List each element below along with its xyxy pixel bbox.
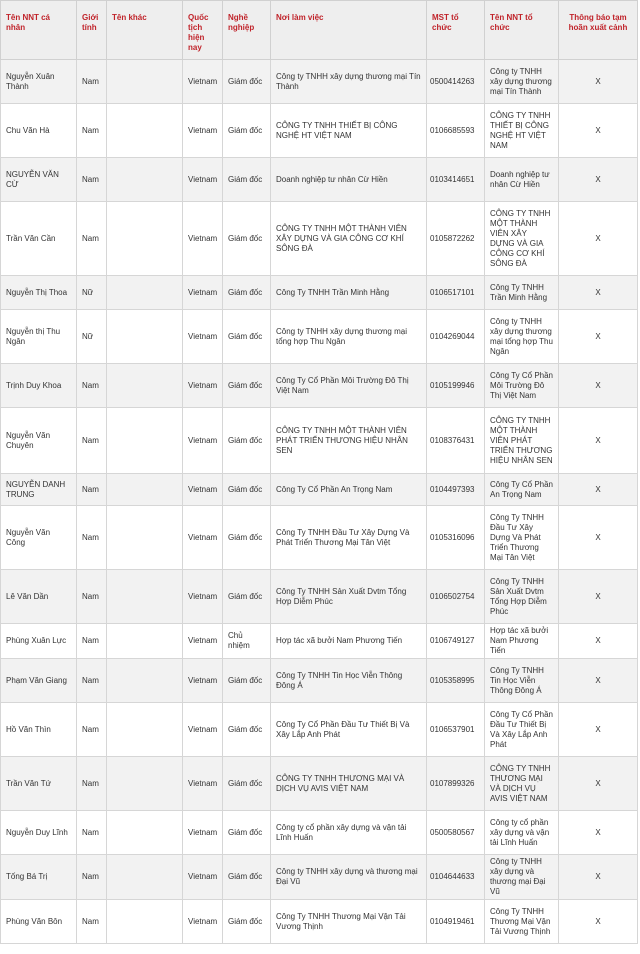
- cell-workplace: Công Ty Cổ Phần An Trọng Nam: [271, 474, 427, 506]
- cell-gender: Nữ: [77, 276, 107, 310]
- cell-exit-suspension-notice: X: [559, 900, 638, 944]
- cell-exit-suspension-notice: X: [559, 570, 638, 624]
- table-row: [1, 900, 638, 944]
- cell-org-tax-code: 0104919461: [427, 900, 485, 944]
- cell-org-tax-code: 0103414651: [427, 158, 485, 202]
- cell-occupation: Giám đốc: [223, 202, 271, 276]
- cell-occupation: Giám đốc: [223, 104, 271, 158]
- cell-org-tax-code: 0500580567: [427, 811, 485, 855]
- cell-other-name: [107, 506, 183, 570]
- cell-gender: Nam: [77, 811, 107, 855]
- cell-nationality: Vietnam: [183, 659, 223, 703]
- header-occupation: Nghề nghiệp: [223, 1, 271, 60]
- table-row: [1, 202, 638, 276]
- cell-org-name: Công ty TNHH xây dựng thương mại tổng hợp Thu Ngân: [485, 310, 559, 364]
- cell-nationality: Vietnam: [183, 60, 223, 104]
- cell-nationality: Vietnam: [183, 624, 223, 659]
- cell-personal-name: Trần Văn Tứ: [1, 757, 77, 811]
- cell-workplace: Công Ty TNHH Sản Xuất Dvtm Tổng Hợp Diễm Phúc: [271, 570, 427, 624]
- cell-workplace: Hợp tác xã bưởi Nam Phương Tiến: [271, 624, 427, 659]
- header-org-name: Tên NNT tổ chức: [485, 1, 559, 60]
- table-row: [1, 474, 638, 506]
- cell-workplace: Công ty TNHH xây dựng thương mại Tín Thành: [271, 60, 427, 104]
- table-row: [1, 60, 638, 104]
- cell-exit-suspension-notice: X: [559, 659, 638, 703]
- cell-nationality: Vietnam: [183, 158, 223, 202]
- cell-org-name: Công Ty TNHH Đầu Tư Xây Dựng Và Phát Triển Thương Mại Tân Việt: [485, 506, 559, 570]
- cell-other-name: [107, 659, 183, 703]
- cell-org-tax-code: 0106517101: [427, 276, 485, 310]
- cell-personal-name: Nguyễn thị Thu Ngân: [1, 310, 77, 364]
- cell-exit-suspension-notice: X: [559, 811, 638, 855]
- cell-personal-name: Trần Văn Cần: [1, 202, 77, 276]
- cell-other-name: [107, 811, 183, 855]
- cell-org-name: Công Ty TNHH Thương Mại Vận Tải Vương Thịnh: [485, 900, 559, 944]
- cell-workplace: CÔNG TY TNHH MỘT THÀNH VIÊN PHÁT TRIỂN THƯƠNG HIỆU NHÂN SEN: [271, 408, 427, 474]
- cell-other-name: [107, 900, 183, 944]
- table-row: [1, 624, 638, 659]
- cell-org-tax-code: 0106502754: [427, 570, 485, 624]
- cell-occupation: Giám đốc: [223, 474, 271, 506]
- cell-org-tax-code: 0105316096: [427, 506, 485, 570]
- table-row: [1, 276, 638, 310]
- cell-occupation: Giám đốc: [223, 506, 271, 570]
- cell-personal-name: Nguyễn Duy Lĩnh: [1, 811, 77, 855]
- cell-personal-name: NGUYỄN VĂN CỪ: [1, 158, 77, 202]
- cell-workplace: Công Ty TNHH Tin Học Viễn Thông Đông Á: [271, 659, 427, 703]
- cell-org-name: Công ty TNHH xây dựng thương mại Tín Thành: [485, 60, 559, 104]
- cell-personal-name: Nguyễn Văn Công: [1, 506, 77, 570]
- cell-workplace: Công Ty TNHH Đầu Tư Xây Dựng Và Phát Triển Thương Mại Tân Việt: [271, 506, 427, 570]
- cell-workplace: Công ty TNHH xây dựng thương mại tổng hợp Thu Ngân: [271, 310, 427, 364]
- cell-gender: Nam: [77, 474, 107, 506]
- cell-nationality: Vietnam: [183, 811, 223, 855]
- cell-nationality: Vietnam: [183, 310, 223, 364]
- cell-exit-suspension-notice: X: [559, 364, 638, 408]
- cell-exit-suspension-notice: X: [559, 474, 638, 506]
- cell-other-name: [107, 310, 183, 364]
- cell-exit-suspension-notice: X: [559, 408, 638, 474]
- cell-occupation: Giám đốc: [223, 364, 271, 408]
- cell-workplace: Doanh nghiệp tư nhân Cừ Hiền: [271, 158, 427, 202]
- cell-gender: Nam: [77, 60, 107, 104]
- cell-nationality: Vietnam: [183, 757, 223, 811]
- cell-exit-suspension-notice: X: [559, 703, 638, 757]
- cell-occupation: Giám đốc: [223, 60, 271, 104]
- cell-workplace: CÔNG TY TNHH MỘT THÀNH VIÊN XÂY DỰNG VÀ GIA CÔNG CƠ KHÍ SÔNG ĐÀ: [271, 202, 427, 276]
- cell-other-name: [107, 855, 183, 900]
- cell-personal-name: Trịnh Duy Khoa: [1, 364, 77, 408]
- cell-gender: Nam: [77, 408, 107, 474]
- cell-exit-suspension-notice: X: [559, 202, 638, 276]
- cell-other-name: [107, 408, 183, 474]
- cell-org-name: CÔNG TY TNHH THƯƠNG MẠI VÀ DỊCH VỤ AVIS VIỆT NAM: [485, 757, 559, 811]
- cell-org-name: Hợp tác xã bưởi Nam Phương Tiến: [485, 624, 559, 659]
- cell-org-tax-code: 0105358995: [427, 659, 485, 703]
- cell-org-name: CÔNG TY TNHH MỘT THÀNH VIÊN PHÁT TRIỂN THƯƠNG HIỆU NHÂN SEN: [485, 408, 559, 474]
- header-personal-name: Tên NNT cá nhân: [1, 1, 77, 60]
- cell-occupation: Giám đốc: [223, 158, 271, 202]
- table-row: [1, 570, 638, 624]
- cell-gender: Nam: [77, 624, 107, 659]
- cell-occupation: Giám đốc: [223, 703, 271, 757]
- cell-org-name: Công Ty Cổ Phần Môi Trường Đô Thị Việt Nam: [485, 364, 559, 408]
- cell-occupation: Giám đốc: [223, 570, 271, 624]
- cell-gender: Nam: [77, 104, 107, 158]
- cell-org-name: CÔNG TY TNHH THIẾT BỊ CÔNG NGHỆ HT VIỆT NAM: [485, 104, 559, 158]
- cell-nationality: Vietnam: [183, 474, 223, 506]
- cell-gender: Nữ: [77, 310, 107, 364]
- table-row: [1, 757, 638, 811]
- cell-workplace: CÔNG TY TNHH THIẾT BỊ CÔNG NGHỆ HT VIỆT NAM: [271, 104, 427, 158]
- cell-nationality: Vietnam: [183, 104, 223, 158]
- cell-occupation: Giám đốc: [223, 900, 271, 944]
- cell-personal-name: Nguyễn Văn Chuyên: [1, 408, 77, 474]
- cell-org-tax-code: 0104269044: [427, 310, 485, 364]
- header-workplace: Nơi làm việc: [271, 1, 427, 60]
- cell-workplace: CÔNG TY TNHH THƯƠNG MẠI VÀ DỊCH VỤ AVIS VIỆT NAM: [271, 757, 427, 811]
- cell-occupation: Giám đốc: [223, 276, 271, 310]
- table-header-row: [1, 1, 638, 60]
- table-row: [1, 506, 638, 570]
- cell-org-name: CÔNG TY TNHH MỘT THÀNH VIÊN XÂY DỰNG VÀ GIA CÔNG CƠ KHÍ SÔNG ĐÀ: [485, 202, 559, 276]
- cell-gender: Nam: [77, 570, 107, 624]
- cell-gender: Nam: [77, 703, 107, 757]
- cell-workplace: Công Ty Cổ Phần Đầu Tư Thiết Bị Và Xây Lắp Anh Phát: [271, 703, 427, 757]
- cell-gender: Nam: [77, 506, 107, 570]
- cell-other-name: [107, 158, 183, 202]
- cell-exit-suspension-notice: X: [559, 158, 638, 202]
- cell-exit-suspension-notice: X: [559, 624, 638, 659]
- cell-nationality: Vietnam: [183, 855, 223, 900]
- cell-workplace: Công Ty TNHH Thương Mại Vận Tải Vương Thịnh: [271, 900, 427, 944]
- cell-other-name: [107, 60, 183, 104]
- table-row: [1, 104, 638, 158]
- cell-other-name: [107, 202, 183, 276]
- cell-nationality: Vietnam: [183, 900, 223, 944]
- cell-exit-suspension-notice: X: [559, 310, 638, 364]
- cell-occupation: Giám đốc: [223, 659, 271, 703]
- cell-personal-name: Chu Văn Hà: [1, 104, 77, 158]
- header-other-name: Tên khác: [107, 1, 183, 60]
- cell-org-name: Công Ty Cổ Phần Đầu Tư Thiết Bị Và Xây Lắp Anh Phát: [485, 703, 559, 757]
- cell-org-tax-code: 0108376431: [427, 408, 485, 474]
- cell-exit-suspension-notice: X: [559, 60, 638, 104]
- cell-gender: Nam: [77, 364, 107, 408]
- cell-org-tax-code: 0105199946: [427, 364, 485, 408]
- table-row: [1, 703, 638, 757]
- cell-gender: Nam: [77, 659, 107, 703]
- cell-exit-suspension-notice: X: [559, 855, 638, 900]
- cell-nationality: Vietnam: [183, 202, 223, 276]
- cell-other-name: [107, 570, 183, 624]
- table-row: [1, 811, 638, 855]
- cell-exit-suspension-notice: X: [559, 276, 638, 310]
- cell-org-tax-code: 0104497393: [427, 474, 485, 506]
- cell-gender: Nam: [77, 855, 107, 900]
- cell-personal-name: Hồ Văn Thìn: [1, 703, 77, 757]
- cell-nationality: Vietnam: [183, 703, 223, 757]
- cell-org-tax-code: 0105872262: [427, 202, 485, 276]
- table-row: [1, 310, 638, 364]
- cell-other-name: [107, 703, 183, 757]
- cell-org-name: Công Ty Cổ Phần An Trọng Nam: [485, 474, 559, 506]
- cell-personal-name: Phùng Văn Bôn: [1, 900, 77, 944]
- cell-other-name: [107, 624, 183, 659]
- cell-org-tax-code: 0500414263: [427, 60, 485, 104]
- cell-org-tax-code: 0107899326: [427, 757, 485, 811]
- cell-gender: Nam: [77, 757, 107, 811]
- cell-exit-suspension-notice: X: [559, 757, 638, 811]
- cell-exit-suspension-notice: X: [559, 104, 638, 158]
- cell-org-name: Doanh nghiệp tư nhân Cừ Hiền: [485, 158, 559, 202]
- cell-occupation: Giám đốc: [223, 855, 271, 900]
- cell-other-name: [107, 757, 183, 811]
- cell-org-name: Công Ty TNHH Sản Xuất Dvtm Tổng Hợp Diễm Phúc: [485, 570, 559, 624]
- cell-workplace: Công Ty TNHH Trần Minh Hằng: [271, 276, 427, 310]
- table-row: [1, 364, 638, 408]
- cell-org-tax-code: 0106749127: [427, 624, 485, 659]
- cell-occupation: Giám đốc: [223, 310, 271, 364]
- cell-workplace: Công Ty Cổ Phần Môi Trường Đô Thị Việt Nam: [271, 364, 427, 408]
- cell-nationality: Vietnam: [183, 408, 223, 474]
- cell-personal-name: Nguyễn Xuân Thành: [1, 60, 77, 104]
- table-row: [1, 408, 638, 474]
- cell-other-name: [107, 104, 183, 158]
- cell-org-tax-code: 0106685593: [427, 104, 485, 158]
- table-body: [1, 60, 638, 944]
- cell-nationality: Vietnam: [183, 570, 223, 624]
- cell-workplace: Công ty cổ phần xây dựng và vận tải Lĩnh Huấn: [271, 811, 427, 855]
- cell-personal-name: Lê Văn Dần: [1, 570, 77, 624]
- cell-gender: Nam: [77, 900, 107, 944]
- table-row: [1, 158, 638, 202]
- header-nationality: Quốc tịch hiện nay: [183, 1, 223, 60]
- cell-occupation: Giám đốc: [223, 811, 271, 855]
- cell-personal-name: NGUYỄN DANH TRUNG: [1, 474, 77, 506]
- cell-nationality: Vietnam: [183, 276, 223, 310]
- cell-occupation: Chủ nhiệm: [223, 624, 271, 659]
- cell-org-name: Công ty cổ phần xây dựng và vận tải Lĩnh Huấn: [485, 811, 559, 855]
- cell-personal-name: Tống Bá Trị: [1, 855, 77, 900]
- table-row: [1, 659, 638, 703]
- cell-personal-name: Phạm Văn Giang: [1, 659, 77, 703]
- cell-org-name: Công ty TNHH xây dựng và thương mại Đại Vũ: [485, 855, 559, 900]
- table-row: [1, 855, 638, 900]
- cell-nationality: Vietnam: [183, 364, 223, 408]
- cell-workplace: Công ty TNHH xây dựng và thương mại Đại Vũ: [271, 855, 427, 900]
- header-gender: Giới tính: [77, 1, 107, 60]
- cell-personal-name: Nguyễn Thị Thoa: [1, 276, 77, 310]
- cell-nationality: Vietnam: [183, 506, 223, 570]
- header-org-tax-code: MST tổ chức: [427, 1, 485, 60]
- cell-org-tax-code: 0104644633: [427, 855, 485, 900]
- cell-org-name: Công Ty TNHH Tin Học Viễn Thông Đông Á: [485, 659, 559, 703]
- cell-org-tax-code: 0106537901: [427, 703, 485, 757]
- header-exit-suspension-notice: Thông báo tạm hoãn xuất cảnh: [559, 1, 638, 60]
- cell-other-name: [107, 474, 183, 506]
- cell-other-name: [107, 276, 183, 310]
- cell-personal-name: Phùng Xuân Lực: [1, 624, 77, 659]
- cell-occupation: Giám đốc: [223, 757, 271, 811]
- cell-gender: Nam: [77, 202, 107, 276]
- cell-org-name: Công Ty TNHH Trần Minh Hằng: [485, 276, 559, 310]
- cell-exit-suspension-notice: X: [559, 506, 638, 570]
- cell-other-name: [107, 364, 183, 408]
- cell-occupation: Giám đốc: [223, 408, 271, 474]
- cell-gender: Nam: [77, 158, 107, 202]
